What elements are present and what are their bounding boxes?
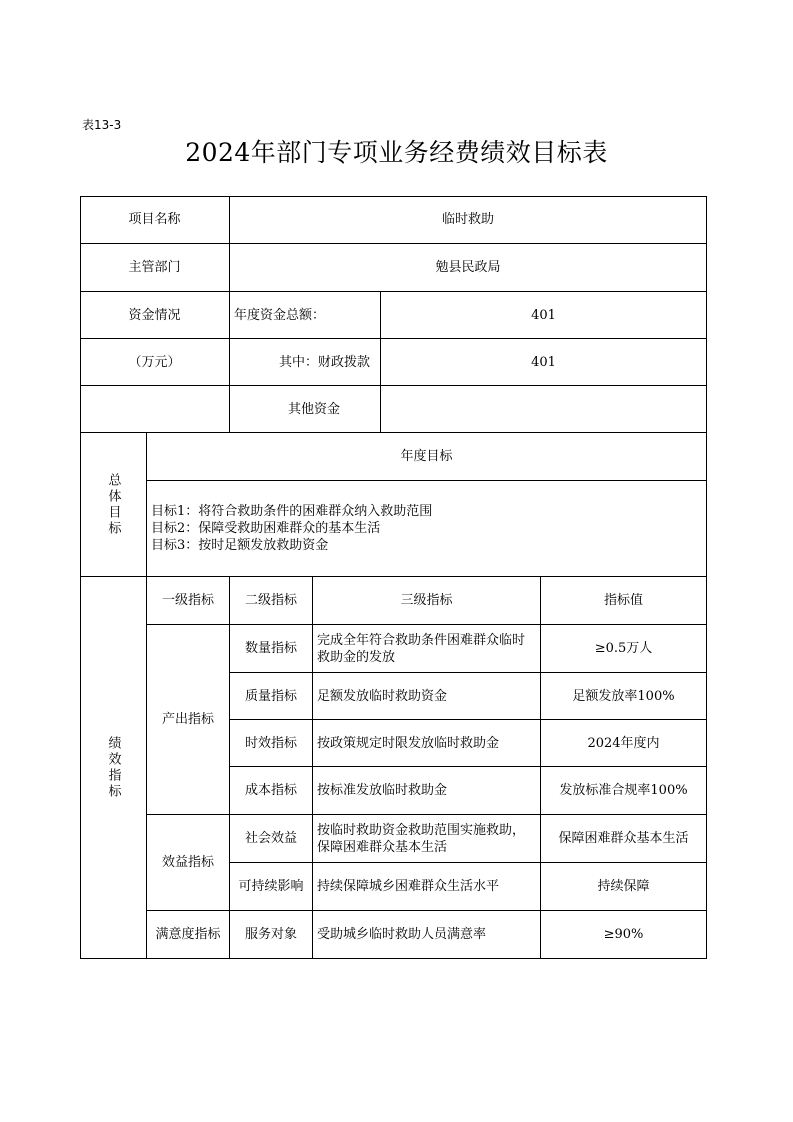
- funds-unit-label: （万元）: [80, 339, 230, 386]
- row1-value: ≥0.5万人: [541, 625, 707, 673]
- row5-level3: 按临时救助资金救助范围实施救助，保障困难群众基本生活: [313, 815, 541, 863]
- annual-total-label: 年度资金总额：: [230, 292, 381, 339]
- row5-level2: 社会效益: [230, 815, 313, 863]
- row4-level2: 成本指标: [230, 767, 313, 815]
- header-level1: 一级指标: [147, 577, 230, 625]
- row6-level2: 可持续影响: [230, 863, 313, 911]
- goal-3: 目标3：按时足额发放救助资金: [151, 538, 329, 553]
- department-label: 主管部门: [80, 244, 230, 292]
- header-level3: 三级指标: [313, 577, 541, 625]
- row2-level2: 质量指标: [230, 673, 313, 720]
- level1-benefit: 效益指标: [147, 815, 230, 911]
- row1-level3: 完成全年符合救助条件困难群众临时救助金的发放: [313, 625, 541, 673]
- row2-level3: 足额发放临时救助资金: [313, 673, 541, 720]
- row3-value: 2024年度内: [541, 720, 707, 767]
- goal-2: 目标2：保障受救助困难群众的基本生活: [151, 521, 381, 536]
- fiscal-label: 其中：财政拨款: [230, 339, 381, 386]
- annual-total-value: 401: [381, 292, 707, 339]
- indicators-text: 绩效指标: [105, 735, 121, 800]
- row6-level3: 持续保障城乡困难群众生活水平: [313, 863, 541, 911]
- other-funds-label: 其他资金: [230, 386, 381, 433]
- header-value: 指标值: [541, 577, 707, 625]
- row5-value: 保障困难群众基本生活: [541, 815, 707, 863]
- performance-table: [80, 196, 707, 959]
- project-name-label: 项目名称: [80, 196, 230, 244]
- row7-level3: 受助城乡临时救助人员满意率: [313, 911, 541, 959]
- level1-output: 产出指标: [147, 625, 230, 815]
- row3-level2: 时效指标: [230, 720, 313, 767]
- goal-1: 目标1：将符合救助条件的困难群众纳入救助范围: [151, 504, 433, 519]
- row1-level2: 数量指标: [230, 625, 313, 673]
- department-value: 勉县民政局: [230, 244, 707, 292]
- row2-value: 足额发放率100%: [541, 673, 707, 720]
- row7-level2: 服务对象: [230, 911, 313, 959]
- row4-value: 发放标准合规率100%: [541, 767, 707, 815]
- fiscal-value: 401: [381, 339, 707, 386]
- annual-target-header: 年度目标: [147, 433, 707, 481]
- table-outline: [80, 196, 707, 959]
- page-title: 2024年部门专项业务经费绩效目标表: [185, 138, 608, 167]
- level1-satisfaction: 满意度指标: [147, 911, 230, 959]
- overall-target-text: 总体目标: [105, 472, 121, 537]
- header-level2: 二级指标: [230, 577, 313, 625]
- project-name-value: 临时救助: [230, 196, 707, 244]
- row3-level3: 按政策规定时限发放临时救助金: [313, 720, 541, 767]
- funds-label: 资金情况: [80, 292, 230, 339]
- row7-value: ≥90%: [541, 911, 707, 959]
- row4-level3: 按标准发放临时救助金: [313, 767, 541, 815]
- table-number: 表13-3: [82, 118, 122, 132]
- row6-value: 持续保障: [541, 863, 707, 911]
